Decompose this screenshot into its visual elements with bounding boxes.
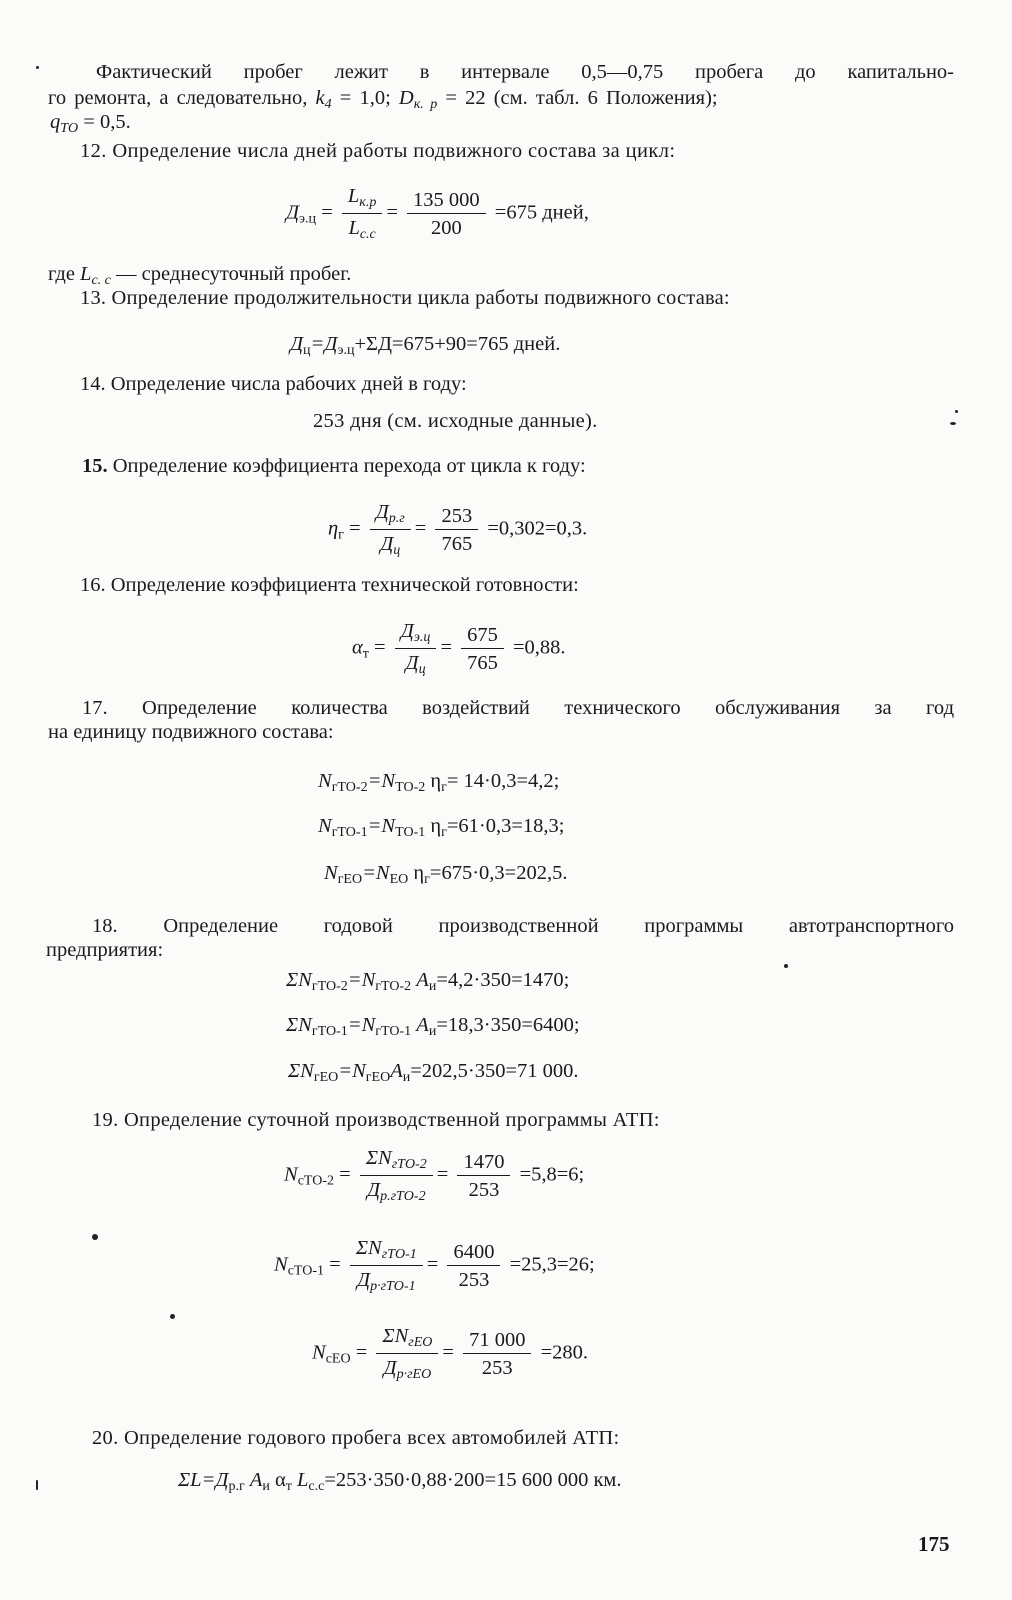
intro-line-2 xyxy=(48,88,954,112)
k4-symbol: $k_4$ xyxy=(315,87,332,112)
scan-speck xyxy=(36,66,39,69)
section-17-heading-line-2: на единицу подвижного состава: xyxy=(48,721,334,743)
scan-speck xyxy=(950,422,956,425)
fraction: $\frac{L_{к.р}}{L_{с.с}}$ xyxy=(342,186,382,242)
section-16-heading: 16. Определение коэффициента технической готовности: xyxy=(80,574,579,596)
fraction: $\frac{\Sigma N_{гТО-1}}{Д_{р\cdot гТО-1}}$ xyxy=(350,1238,423,1294)
fraction: $\frac{1470}{253}$ xyxy=(457,1152,510,1201)
fraction: $\frac{\Sigma N_{гТО-2}}{Д_{р.гТО-2}}$ xyxy=(360,1148,433,1204)
fraction: $\frac{71 000}{253}$ xyxy=(463,1330,531,1379)
equation-19-3: $N_{сЕО}$ = $\frac{\Sigma N_{гЕО}}{Д_{р\cdot гЕО}}$ = $\frac{71 000}{253}$ =280. xyxy=(312,1325,588,1382)
equation-17-2: $N_{гТО-1}=N_{ТО-1}$ $\eta_г=61\cdot 0,3=18,3$; xyxy=(318,815,565,840)
scan-speck xyxy=(92,1234,98,1240)
dkr-symbol: $D_{к. р}$ xyxy=(398,87,438,112)
page-number: 175 xyxy=(918,1532,950,1556)
fraction: $\frac{Д_{э.ц}}{Д_ц}$ xyxy=(395,621,437,677)
equation-17-1: $N_{гТО-2}=N_{ТО-2}$ $\eta_г= 14\cdot 0,3=4,2$; xyxy=(318,770,560,795)
equation-17-3: $N_{гЕО}=N_{ЕО}$ $\eta_г=675\cdot 0,3=202,5$. xyxy=(324,862,568,887)
fraction: $\frac{Д_{р.г}}{Д_ц}$ xyxy=(370,502,411,558)
scan-speck xyxy=(955,410,958,413)
intro-line-1: Фактический пробег лежит в интервале 0,5—0,75 пробега до капитально- xyxy=(96,61,954,83)
intro-line-3: $q_{ТО} = 0,5$. xyxy=(50,111,131,136)
section-12-note: где $L_{с. с}$ — среднесуточный пробег. xyxy=(48,263,352,288)
fraction: $\frac{675}{765}$ xyxy=(461,625,504,674)
intro-text: = 22 (см. табл. 6 Положения); xyxy=(445,87,718,109)
section-17-heading-line-1: 17. Определение количества воздействий технического обслуживания за год xyxy=(82,697,954,719)
equation-13: $Д_ц=Д_{э.ц}+\Sigma Д=675+90=765$ дней. xyxy=(290,333,561,358)
intro-text: = 1,0; xyxy=(339,87,391,109)
equation-18-3: $\Sigma N_{гЕО}=N_{гЕО}A_и=202,5\cdot 350=71$ 000. xyxy=(288,1060,579,1085)
section-14-heading: 14. Определение числа рабочих дней в году: xyxy=(80,373,467,395)
equation-20: $\Sigma L=Д_{р.г}$ $A_и$ $\alpha_т$ $L_{с.с}=253\cdot 350\cdot 0,88\cdot 200=15$ 600 000 км. xyxy=(178,1469,622,1494)
section-15-heading: 15. Определение коэффициента перехода от цикла к году: xyxy=(82,455,586,477)
q-to-symbol: $q_{ТО}$ xyxy=(50,111,79,136)
equation-18-1: $\Sigma N_{гТО-2}=N_{гТО-2}$ $A_и=4,2\cdot 350=1470$; xyxy=(286,969,570,994)
section-18-heading-line-2: предприятия: xyxy=(46,939,164,961)
section-19-heading: 19. Определение суточной производственной программы АТП: xyxy=(92,1109,660,1131)
scan-speck xyxy=(784,964,788,968)
intro-text: го ремонта, а следовательно, xyxy=(48,87,308,109)
fraction: $\frac{135 000}{200}$ xyxy=(407,190,486,239)
fraction: $\frac{6400}{253}$ xyxy=(447,1242,500,1291)
equation-15: $\eta_г$ = $\frac{Д_{р.г}}{Д_ц}$ = $\frac{253}{765}$ =0,302=0,3. xyxy=(328,501,588,558)
equation-18-2: $\Sigma N_{гТО-1}=N_{гТО-1}$ $A_и=18,3\cdot 350=6400$; xyxy=(286,1014,580,1039)
equation-12: $Д_{э.ц}$ = $\frac{L_{к.р}}{L_{с.с}}$ = $\frac{135 000}{200}$ =675 дней, xyxy=(286,185,589,242)
section-13-heading: 13. Определение продолжительности цикла работы подвижного состава: xyxy=(80,287,730,309)
equation-19-2: $N_{сТО-1}$ = $\frac{\Sigma N_{гТО-1}}{Д_{р\cdot гТО-1}}$ = $\frac{6400}{253}$ =25,3=26; xyxy=(274,1237,595,1294)
section-18-heading-line-1: 18. Определение годовой производственной программы автотранспортного xyxy=(92,915,954,937)
fraction: $\frac{253}{765}$ xyxy=(435,506,478,555)
section-14-text: 253 дня (см. исходные данные). xyxy=(313,410,598,432)
scan-speck xyxy=(170,1314,175,1319)
section-20-heading: 20. Определение годового пробега всех автомобилей АТП: xyxy=(92,1427,620,1449)
section-12-heading: 12. Определение числа дней работы подвижного состава за цикл: xyxy=(80,140,676,162)
scan-speck xyxy=(36,1480,38,1490)
equation-16: $\alpha_т$ = $\frac{Д_{э.ц}}{Д_ц}$ = $\frac{675}{765}$ =0,88. xyxy=(352,620,566,677)
fraction: $\frac{\Sigma N_{гЕО}}{Д_{р\cdot гЕО}}$ xyxy=(376,1326,438,1382)
equation-19-1: $N_{сТО-2}$ = $\frac{\Sigma N_{гТО-2}}{Д_{р.гТО-2}}$ = $\frac{1470}{253}$ =5,8=6; xyxy=(284,1147,585,1204)
